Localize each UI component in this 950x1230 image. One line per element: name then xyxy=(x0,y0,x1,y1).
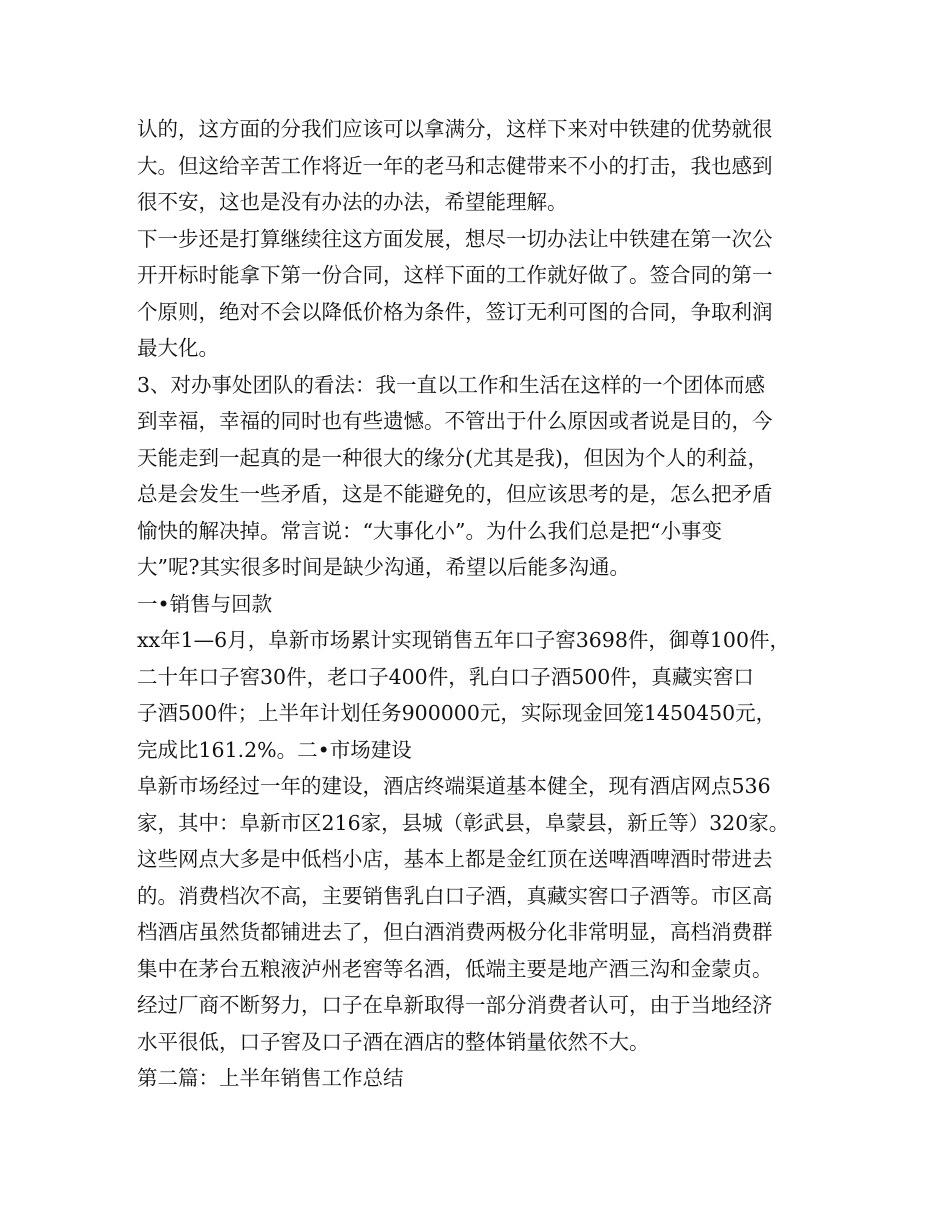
text-line: 个原则，绝对不会以降低价格为条件，签订无利可图的合同，争取利润 xyxy=(137,299,773,324)
text-line: 很不安，这也是没有办法的办法，希望能理解。 xyxy=(137,190,568,214)
text-line: 最大化。 xyxy=(137,336,219,360)
text-line: 大”呢?其实很多时间是缺少沟通，希望以后能多沟通。 xyxy=(137,555,630,579)
text-line: 水平很低，口子窖及口子酒在酒店的整体销量依然不大。 xyxy=(137,1029,650,1054)
text-line: 集中在茅台五粮液泸州老窖等名酒，低端主要是地产酒三沟和金蒙贞。 xyxy=(137,956,773,981)
text-line: 认的，这方面的分我们应该可以拿满分，这样下来对中铁建的优势就很 xyxy=(137,117,773,141)
text-line: 经过厂商不断努力，口子在阜新取得一部分消费者认可，由于当地经济 xyxy=(137,993,773,1017)
text-line: 家，其中：阜新市区216家，县城（彰武县，阜蒙县，新丘等）320家。 xyxy=(137,810,790,835)
text-line: 到幸福，幸福的同时也有些遗憾。不管出于什么原因或者说是目的，今 xyxy=(137,409,773,433)
text-line: 愉快的解决掉。常言说：“大事化小”。为什么我们总是把“小事变 xyxy=(137,518,722,543)
text-line: 阜新市场经过一年的建设，酒店终端渠道基本健全，现有酒店网点536 xyxy=(137,774,771,798)
document-body xyxy=(137,111,827,1097)
text-line: 天能走到一起真的是一种很大的缘分(尤其是我)，但因为个人的利益， xyxy=(137,445,768,470)
text-line: 开开标时能拿下第一份合同，这样下面的工作就好做了。签合同的第一 xyxy=(137,263,773,287)
text-line: 二十年口子窖30件，老口子400件，乳白口子酒500件，真藏实窖口 xyxy=(137,664,754,689)
text-line: xx年1—6月，阜新市场累计实现销售五年口子窖3698件，御尊100件， xyxy=(137,628,791,652)
section-heading: 一•销售与回款 xyxy=(137,591,273,616)
text-line: 档酒店虽然货都铺进去了，但白酒消费两极分化非常明显，高档消费群 xyxy=(137,920,773,944)
text-line: 3、对办事处团队的看法：我一直以工作和生活在这样的一个团体而感 xyxy=(137,372,766,397)
section-heading: 第二篇：上半年销售工作总结 xyxy=(137,1066,404,1090)
text-line: 总是会发生一些矛盾，这是不能避免的，但应该思考的是，怎么把矛盾 xyxy=(137,482,773,506)
text-line: 下一步还是打算继续往这方面发展，想尽一切办法让中铁建在第一次公 xyxy=(137,226,773,251)
text-line: 大。但这给辛苦工作将近一年的老马和志健带来不小的打击，我也感到 xyxy=(137,153,773,178)
text-line: 的。消费档次不高，主要销售乳白口子酒，真藏实窖口子酒等。市区高 xyxy=(137,883,773,908)
text-line: 子酒500件；上半年计划任务900000元，实际现金回笼1450450元， xyxy=(137,701,777,725)
text-line: 完成比161.2%。二•市场建设 xyxy=(137,737,412,762)
text-line: 这些网点大多是中低档小店，基本上都是金红顶在送啤酒啤酒时带进去 xyxy=(137,847,773,871)
